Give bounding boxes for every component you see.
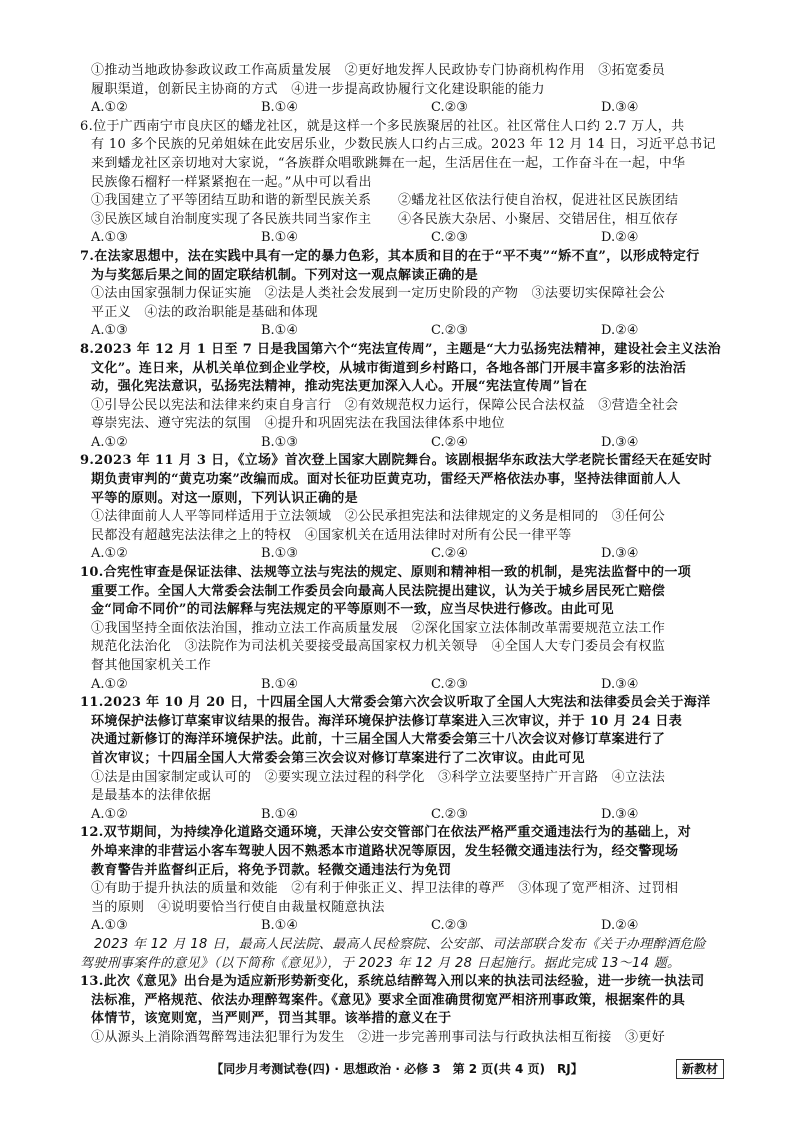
text-line: 驾驶刑事案件的意见》（以下简称《意见》），于 2023 年 12 月 28 日起施行。据此完成 13～14 题。	[80, 955, 681, 971]
answer-choices	[80, 917, 726, 936]
choice-option[interactable]: B.①④	[261, 918, 298, 934]
choice-option[interactable]: D.③④	[601, 806, 639, 822]
text-line: 期负责审判的“黄克功案”改编而成。面对长征功臣黄克功，雷经天严格依法办事，坚持法律面前人人	[91, 472, 681, 488]
text-line: ①从源头上消除酒驾醉驾违法犯罪行为发生 ②进一步完善刑事司法与行政执法相互衔接 ③更好	[91, 1029, 666, 1045]
text-line: 民族像石榴籽一样紧紧抱在一起。”从中可以看出	[91, 174, 372, 190]
choice-option[interactable]: B.①④	[261, 230, 298, 246]
text-line: 12.双节期间，为持续净化道路交通环境，天津公安交管部门在依法严格严重交通违法行为的基础上，对	[80, 825, 692, 841]
text-line: 2023 年 12 月 18 日，最高人民法院、最高人民检察院、公安部、司法部联合发布《关于办理醉酒危险	[94, 936, 707, 952]
choice-option[interactable]: A.①②	[91, 100, 128, 116]
text-line: 9.2023 年 11 月 3 日，《立场》首次登上国家大剧院舞台。该剧根据华东政法大学老院长雷经天在延安时	[80, 453, 712, 469]
text-line: 有 10 多个民族的兄弟姐妹在此安居乐业，少数民族人口约占三成。2023 年 12 月 14 日，习近平总书记	[91, 137, 716, 153]
choice-option[interactable]: D.②④	[601, 918, 639, 934]
text-line: 来到蟠龙社区亲切地对大家说，“各族群众唱歌跳舞在一起，生活居住在一起，工作奋斗在一起，中华	[91, 155, 686, 171]
choice-option[interactable]: C.②③	[431, 806, 468, 822]
choice-option[interactable]: D.③④	[601, 546, 639, 562]
text-line: ①推动当地政协参政议政工作高质量发展 ②更好地发挥人民政协专门协商机构作用 ③拓宽委员	[91, 63, 666, 78]
choice-option[interactable]: C.②③	[431, 918, 468, 934]
text-line: 履职渠道，创新民主协商的方式 ④进一步提高政协履行文化建设职能的能力	[91, 81, 545, 97]
footer-info: 【同步月考测试卷(四) · 思想政治 · 必修 3 第 2 页(共 4 页) RJ】	[211, 1062, 583, 1076]
question-content	[80, 62, 726, 1047]
text-line: 文化”。连日来，从机关单位到企业学校，从城市街道到乡村路口，各地各部门开展丰富多彩的法治活	[91, 360, 687, 376]
text-line: 尊崇宪法、遵守宪法的氛围 ④提升和巩固宪法在我国法律体系中地位	[91, 416, 505, 432]
text-line: 13.此次《意见》出台是为适应新形势新变化，系统总结醉驾入刑以来的执法司法经验，进一步统一执法司	[80, 974, 705, 990]
text-line: 督其他国家机关工作	[91, 658, 212, 673]
choice-option[interactable]: A.①③	[91, 323, 128, 339]
text-line: 体情节，该宽则宽，当严则严，罚当其罪。该举措的意义在于	[91, 1011, 452, 1027]
choice-option[interactable]: D.③④	[601, 100, 639, 116]
choice-option[interactable]: B.①④	[261, 100, 298, 116]
answer-choices	[80, 322, 726, 341]
answer-choices	[80, 806, 726, 825]
choice-option[interactable]: B.①④	[261, 676, 298, 692]
text-line: 环境保护法修订草案审议结果的报告。海洋环境保护法修订草案进入三次审议，并于 10 月 24 日表	[91, 713, 683, 729]
text-line: 决通过新修订的海洋环境保护法。此前，十三届全国人大常委会第三十八次会议对修订草案进行了	[91, 732, 666, 748]
choice-option[interactable]: C.②③	[431, 323, 468, 339]
choice-option[interactable]: A.①②	[91, 676, 128, 692]
choice-option[interactable]: B.①③	[261, 546, 298, 562]
text-line: 教育警告并监督纠正后，将免予罚款。轻微交通违法行为免罚	[91, 862, 452, 878]
text-line: 法标准，严格规范、依法办理醉驾案件。《意见》要求全面准确贯彻宽严相济刑事政策，根据案件的具	[91, 992, 686, 1008]
text-line: 外埠来津的非营运小客车驾驶人因不熟悉本市道路状况等原因，发生轻微交通违法行为，经交警现场	[91, 843, 679, 859]
text-line: 规范化法治化 ③法院作为司法机关要接受最高国家权力机关领导 ④全国人大专门委员会有权监	[91, 639, 666, 655]
text-line: 7.在法家思想中，法在实践中具有一定的暴力色彩，其本质和目的在于“平不夷”“矫不直”，以形成特定行	[80, 248, 700, 264]
choice-option[interactable]: C.②③	[431, 676, 468, 692]
text-line: 是最基本的法律依据	[91, 788, 212, 804]
choice-option[interactable]: B.①④	[261, 806, 298, 822]
answer-choices	[80, 99, 726, 118]
choice-option[interactable]: D.②④	[601, 230, 639, 246]
text-line: 首次审议；十四届全国人大常委会第三次会议对修订草案进行了二次审议。由此可见	[91, 750, 585, 766]
choice-option[interactable]: A.①②	[91, 806, 128, 822]
text-line: 6.位于广西南宁市良庆区的蟠龙社区，就是这样一个多民族聚居的社区。社区常住人口约 2.7 万人，共	[80, 118, 685, 134]
text-line: 当的原则 ④说明要恰当行使自由裁量权随意执法	[91, 899, 385, 915]
text-line: ①法律面前人人平等同样适用于立法领域 ②公民承担宪法和法律规定的义务是相同的 ③任何公	[91, 509, 666, 525]
text-line: ①法是由国家制定或认可的 ②要实现立法过程的科学化 ③科学立法要坚持广开言路 ④立法法	[91, 769, 666, 785]
text-line: ①我国建立了平等团结互助和谐的新型民族关系 ②蟠龙社区依法行使自治权，促进社区民族团结	[91, 193, 679, 209]
text-line: 10.合宪性审查是保证法律、法规等立法与宪法的规定、原则和精神相一致的机制，是宪法监督中的一项	[80, 565, 692, 581]
choice-option[interactable]: A.①③	[91, 230, 128, 246]
text-line: 民都没有超越宪法法律之上的特权 ④国家机关在适用法律时对所有公民一律平等	[91, 527, 572, 543]
text-line: 重要工作。全国人大常委会法制工作委员会向最高人民法院提出建议，认为关于城乡居民死亡赔偿	[91, 583, 666, 599]
text-line: ①我国坚持全面依法治国，推动立法工作高质量发展 ②深化国家立法体制改革需要规范立法工作	[91, 620, 666, 636]
choice-option[interactable]: A.①③	[91, 918, 128, 934]
text-line: ①有助于提升执法的质量和效能 ②有利于伸张正义、捍卫法律的尊严 ③体现了宽严相济、过罚相	[91, 881, 679, 897]
choice-option[interactable]: B.①④	[261, 323, 298, 339]
text-line: 11.2023 年 10 月 20 日，十四届全国人大常委会第六次会议听取了全国人大宪法和法律委员会关于海洋	[80, 695, 711, 711]
answer-choices	[80, 229, 726, 248]
text-line: 动，强化宪法意识，弘扬宪法精神，推动宪法更加深入人心。开展“宪法宣传周”旨在	[91, 379, 588, 395]
choice-option[interactable]: A.①②	[91, 546, 128, 562]
choice-option[interactable]: C.②④	[431, 434, 468, 450]
choice-option[interactable]: C.②③	[431, 100, 468, 116]
choice-option[interactable]: D.②④	[601, 323, 639, 339]
text-line: ①法由国家强制力保证实施 ②法是人类社会发展到一定历史阶段的产物 ③法要切实保障社会公	[91, 286, 666, 302]
choice-option[interactable]: C.②③	[431, 230, 468, 246]
text-line: 平等的原则。对这一原则，下列认识正确的是	[91, 490, 359, 506]
answer-choices	[80, 434, 726, 453]
text-line: 平正义 ④法的政治职能是基础和体现	[91, 304, 318, 320]
text-line: 8.2023 年 12 月 1 日至 7 日是我国第六个“宪法宣传周”，主题是“大力弘扬宪法精神，建设社会主义法治	[80, 341, 721, 357]
text-line: 为与奖惩后果之间的固定联结机制。下列对这一观点解读正确的是	[91, 267, 479, 283]
answer-choices	[80, 545, 726, 564]
text-line: 金“同命不同价”的司法解释与宪法规定的平等原则不一致，应当尽快进行修改。由此可见	[91, 602, 614, 618]
choice-option[interactable]: D.③④	[601, 676, 639, 692]
choice-option[interactable]: B.①③	[261, 434, 298, 450]
choice-option[interactable]: D.③④	[601, 434, 639, 450]
choice-option[interactable]: A.①②	[91, 434, 128, 450]
edition-badge: 新教材	[676, 1059, 724, 1079]
choice-option[interactable]: C.②④	[431, 546, 468, 562]
text-line: ③民族区域自治制度实现了各民族共同当家作主 ④各民族大杂居、小聚居、交错居住，相互依存	[91, 211, 679, 227]
text-line: ①引导公民以宪法和法律来约束自身言行 ②有效规范权力运行，保障公民合法权益 ③营造全社会	[91, 397, 679, 413]
answer-choices	[80, 676, 726, 695]
